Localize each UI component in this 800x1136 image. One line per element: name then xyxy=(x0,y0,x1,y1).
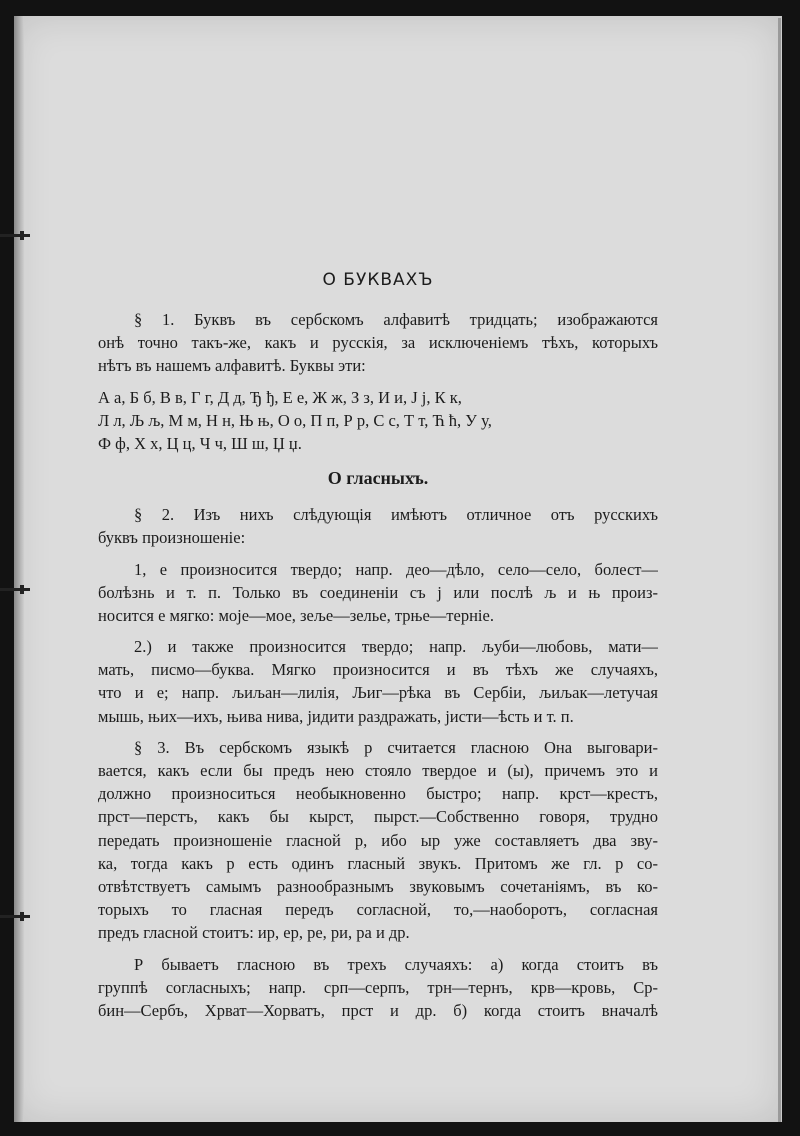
text-line: прст—перстъ, какъ бы кырст, пырст.—Собственно говоря, трудно xyxy=(98,807,658,827)
paragraph-2 xyxy=(98,503,658,549)
binding-stitch xyxy=(0,234,30,237)
text-line: А а, Б б, В в, Г г, Д д, Ђ ђ, Е е, Ж ж, З з, И и, Ј ј, К к, xyxy=(98,387,462,407)
paragraph-1 xyxy=(98,308,658,378)
text-line: передать произношеніе гласной р, ибо ыр уже составляетъ два зву- xyxy=(98,830,658,850)
text-line: Ф ф, Х х, Ц ц, Ч ч, Ш ш, Џ џ. xyxy=(98,433,302,453)
page-binding xyxy=(14,16,24,1122)
page-title: О БУКВАХЪ xyxy=(322,270,434,290)
text-line: вается, какъ если бы предъ нею стояло твердое и (ы), причемъ это и xyxy=(98,761,658,780)
text-line: Л л, Љ љ, М м, Н н, Њ њ, О о, П п, Р р, С с, Т т, Ћ ћ, У у, xyxy=(98,410,492,430)
page-edge xyxy=(778,18,781,1122)
paragraph-4 xyxy=(98,635,658,728)
text-line: § 2. Изъ нихъ слѣдующія имѣютъ отличное отъ русскихъ xyxy=(134,505,658,525)
paragraph-5 xyxy=(98,736,658,945)
text-line: 1, е произносится твердо; напр. део—дѣло, село—село, болест— xyxy=(134,559,658,579)
binding-stitch xyxy=(0,915,30,918)
text-line: ка, тогда какъ р есть одинъ гласный звукъ. Притомъ же гл. р со- xyxy=(98,853,658,873)
text-line: § 1. Буквъ въ сербскомъ алфавитѣ тридцать; изображаются xyxy=(134,310,658,329)
section-title: О гласныхъ. xyxy=(327,468,429,489)
paragraph-3 xyxy=(98,558,658,628)
text-line: бин—Сербъ, Хрват—Хорватъ, прст и др. б) когда стоитъ вначалѣ xyxy=(98,1000,658,1020)
text-line: предъ гласной стоитъ: ир, ер, ре, ри, ра и др. xyxy=(98,923,410,943)
text-line: § 3. Въ сербскомъ языкѣ р считается гласною Она выговари- xyxy=(134,737,658,757)
text-line: что и е; напр. љиљан—лилія, Љиг—рѣка въ Сербіи, љиљак—летучая xyxy=(98,683,658,703)
text-line: мышь, њих—ихъ, њива нива, јидити раздражать, јисти—ѣсть и т. п. xyxy=(98,706,574,726)
text-line: должно произноситься необыкновенно быстро; напр. крст—крестъ, xyxy=(98,784,658,804)
text-line: носится е мягко: моје—мое, зеље—зелье, трње—терніе. xyxy=(98,605,494,625)
binding-stitch xyxy=(0,588,30,591)
alphabet-list xyxy=(98,386,658,456)
text-line: отвѣтствуетъ самымъ разнообразнымъ звуковымъ сочетаніямъ, въ ко- xyxy=(98,876,658,896)
text-line: Р бываетъ гласною въ трехъ случаяхъ: а) когда стоитъ въ xyxy=(134,954,658,974)
text-line: нѣтъ въ нашемъ алфавитѣ. Буквы эти: xyxy=(98,356,366,376)
text-line: группѣ согласныхъ; напр. срп—серпъ, трн—тернъ, крв—кровь, Ср- xyxy=(98,977,658,997)
text-line: торыхъ то гласная передъ согласной, то,—наоборотъ, согласная xyxy=(98,900,658,920)
page-text xyxy=(98,268,658,1030)
paragraph-6 xyxy=(98,953,658,1023)
text-line: мать, писмо—буква. Мягко произносится и въ тѣхъ же случаяхъ, xyxy=(98,660,658,680)
text-line: буквъ произношеніе: xyxy=(98,528,246,548)
text-line: 2.) и также произносится твердо; напр. љуби—любовь, мати— xyxy=(134,637,658,657)
text-line: онѣ точно такъ-же, какъ и русскія, за исключеніемъ тѣхъ, которыхъ xyxy=(98,333,658,353)
text-line: болѣзнь и т. п. Только въ соединеніи съ ј или послѣ љ и њ произ- xyxy=(98,582,658,602)
